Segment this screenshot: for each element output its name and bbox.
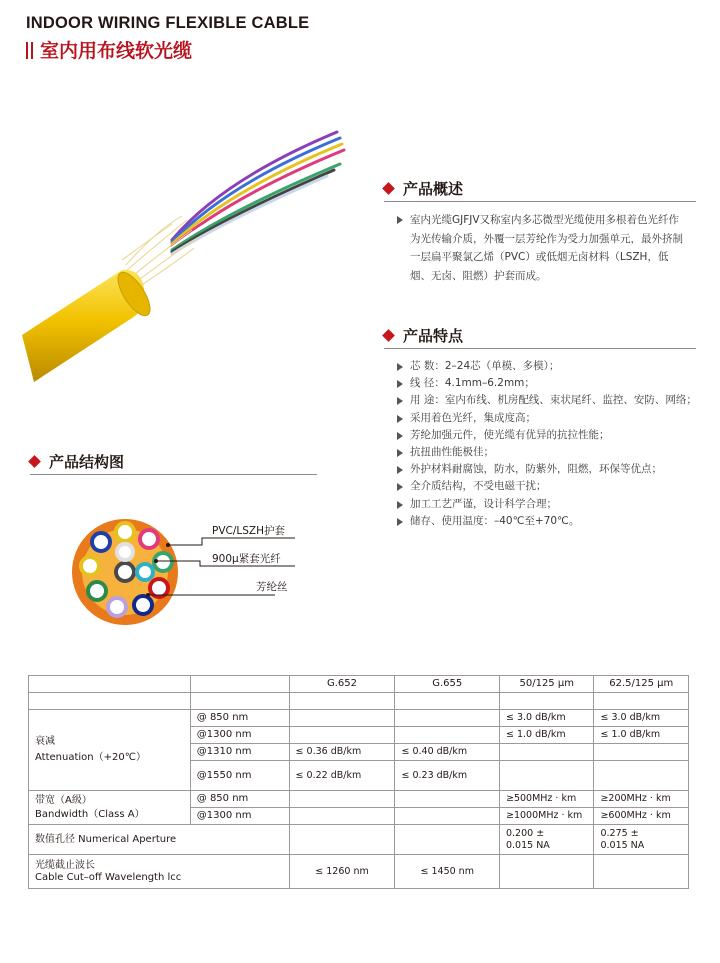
- triangle-bullet-icon: [397, 363, 403, 371]
- table-header-row: [29, 676, 689, 693]
- table-row: @1300 nm ≤ 1.0 dB/km ≤ 1.0 dB/km: [29, 727, 689, 744]
- triangle-bullet-icon: [397, 216, 403, 224]
- header-g655: G.655: [395, 676, 500, 693]
- table-row: @1550 nm ≤ 0.22 dB/km ≤ 0.23 dB/km: [29, 761, 689, 791]
- triangle-bullet-icon: [397, 449, 403, 457]
- table-row: 数值孔径 Numerical Aperture 0.200 ± 0.015 NA 0.275 ± 0.015 NA: [29, 825, 689, 855]
- title-bars-icon: [26, 42, 33, 59]
- list-item: 采用着色光纤，集成度高；: [397, 410, 697, 427]
- spec-table: [28, 675, 689, 889]
- overview-divider: [384, 201, 696, 202]
- header-g652: G.652: [289, 676, 395, 693]
- list-item: 芯 数：2–24芯（单模、多模）；: [397, 358, 697, 375]
- table-row: 衰减 Attenuation（+20℃） @ 850 nm ≤ 3.0 dB/km ≤ 3.0 dB/km: [29, 710, 689, 727]
- label-tight-buffer: 900μ紧套光纤: [212, 553, 281, 565]
- header-mm50: 50/125 μm: [499, 676, 593, 693]
- triangle-bullet-icon: [397, 380, 403, 388]
- table-row: @1310 nm ≤ 0.36 dB/km ≤ 0.40 dB/km: [29, 744, 689, 761]
- overview-text: 室内光缆GJFJV又称室内多芯微型光缆使用多根着色光纤作为光传输介质，外覆一层芳纶作为受力加强单元，最外挤制一层扁平聚氯乙烯（PVC）或低烟无卤材料（LSZH，低烟、无卤、阻燃）护套而成。: [410, 214, 683, 282]
- list-item: 线 径：4.1mm–6.2mm；: [397, 375, 697, 392]
- list-item: 用 途：室内布线、机房配线、束状尾纤、监控、安防、网络；: [397, 392, 697, 409]
- list-item: 储存、使用温度：–40℃至+70℃。: [397, 513, 697, 530]
- triangle-bullet-icon: [397, 415, 403, 423]
- fiber-strands: [172, 132, 344, 254]
- triangle-bullet-icon: [397, 432, 403, 440]
- cable-illustration: [22, 120, 362, 390]
- label-aramid: 芳纶丝: [256, 581, 288, 593]
- overview-paragraph: [397, 211, 689, 285]
- list-item: 芳纶加强元件，使光缆有优异的抗拉性能；: [397, 427, 697, 444]
- title-english: INDOOR WIRING FLEXIBLE CABLE: [26, 14, 310, 32]
- table-row: 光缆截止波长 Cable Cut–off Wavelength lcc ≤ 1260 nm ≤ 1450 nm: [29, 855, 689, 889]
- table-row: @1300 nm ≥1000MHz · km ≥600MHz · km: [29, 808, 689, 825]
- triangle-bullet-icon: [397, 518, 403, 526]
- triangle-bullet-icon: [397, 397, 403, 405]
- header-mm62: 62.5/125 μm: [594, 676, 689, 693]
- overview-heading: 产品概述: [384, 178, 463, 199]
- list-item: 全介质结构，不受电磁干扰；: [397, 478, 697, 495]
- list-item: 外护材料耐腐蚀，防水，防紫外，阻燃，环保等优点；: [397, 461, 697, 478]
- table-row: 带宽（A级） Bandwidth（Class A） @ 850 nm ≥500MHz · km ≥200MHz · km: [29, 791, 689, 808]
- list-item: 抗扭曲性能极佳；: [397, 444, 697, 461]
- attenuation-label: 衰减 Attenuation（+20℃）: [29, 710, 191, 791]
- structure-divider: [30, 474, 317, 475]
- list-item: 加工工艺严谨，设计科学合理；: [397, 496, 697, 513]
- diamond-bullet-icon: [28, 455, 41, 468]
- structure-heading: 产品结构图: [30, 451, 124, 472]
- triangle-bullet-icon: [397, 483, 403, 491]
- features-list: [397, 358, 697, 530]
- cutoff-label: 光缆截止波长 Cable Cut–off Wavelength lcc: [29, 855, 290, 889]
- title-chinese-text: 室内用布线软光缆: [40, 40, 193, 62]
- triangle-bullet-icon: [397, 501, 403, 509]
- diamond-bullet-icon: [382, 329, 395, 342]
- na-label: 数值孔径 Numerical Aperture: [29, 825, 290, 855]
- label-jacket: PVC/LSZH护套: [212, 525, 285, 537]
- table-row: [29, 693, 689, 710]
- features-divider: [384, 348, 696, 349]
- bandwidth-label: 带宽（A级） Bandwidth（Class A）: [29, 791, 191, 825]
- features-heading: 产品特点: [384, 325, 463, 346]
- title-chinese: [26, 36, 192, 63]
- diamond-bullet-icon: [382, 182, 395, 195]
- triangle-bullet-icon: [397, 466, 403, 474]
